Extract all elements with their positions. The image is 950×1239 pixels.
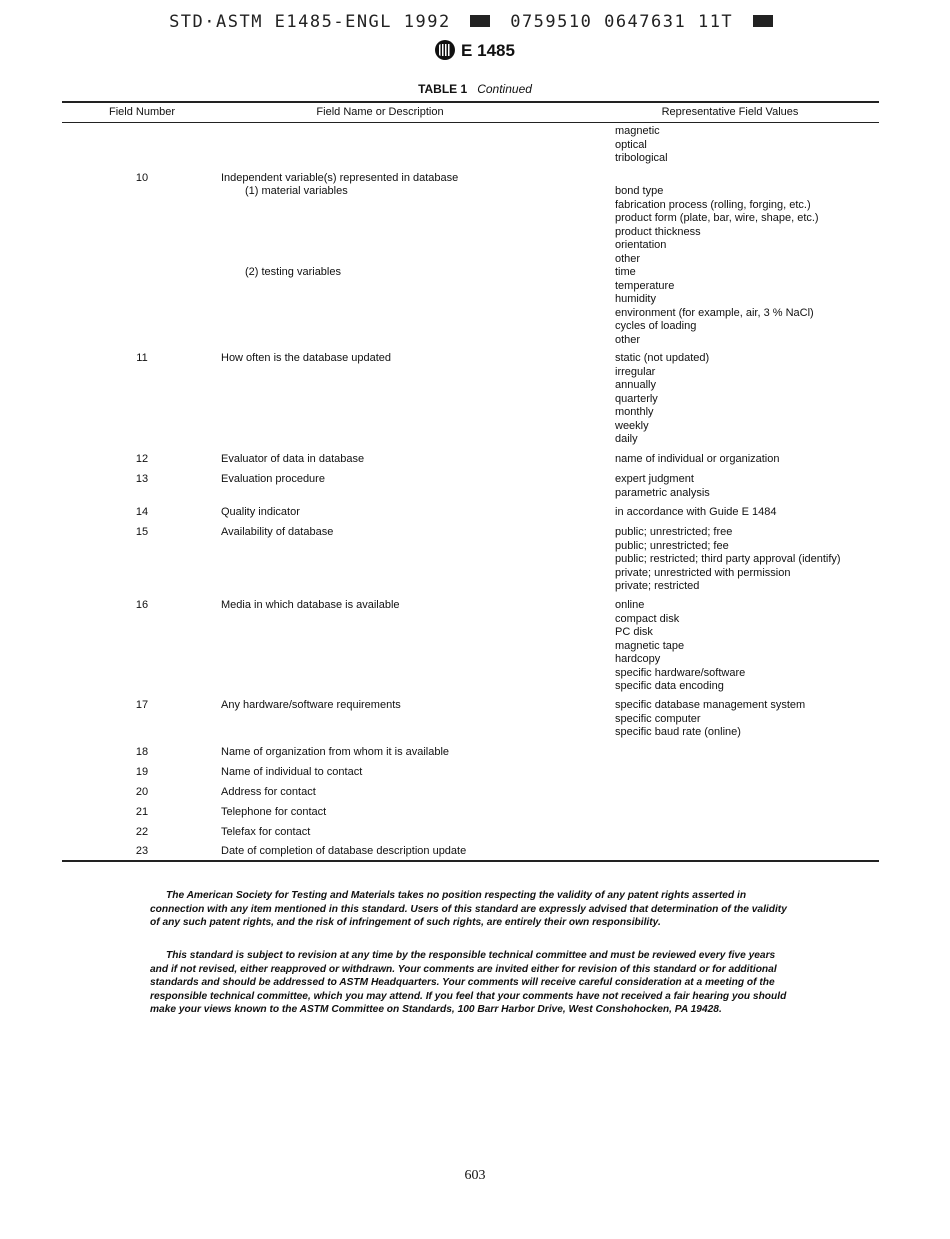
field-name: Address for contact — [221, 786, 316, 798]
field-number: 10 — [135, 172, 149, 184]
field-values: expert judgment parametric analysis — [615, 473, 710, 499]
designation-text: E 1485 — [461, 41, 515, 60]
field-values: name of individual or organization — [615, 453, 780, 465]
field-name: Evaluation procedure — [221, 473, 325, 485]
field-name: Telefax for contact — [221, 826, 311, 838]
std-identifier-line — [0, 12, 950, 32]
field-number: 15 — [135, 526, 149, 538]
std-identifier-left: STD·ASTM E1485-ENGL 1992 — [169, 12, 451, 32]
field-name: Independent variable(s) represented in database — [221, 172, 459, 184]
column-header-field-name: Field Name or Description — [316, 106, 444, 118]
black-bar-mark — [470, 15, 490, 27]
black-bar-mark — [753, 15, 773, 27]
field-number: 11 — [136, 352, 148, 364]
table-title — [0, 82, 950, 96]
field-number: 22 — [135, 826, 149, 838]
field-values: bond type fabrication process (rolling, forging, etc.) product form (plate, bar, wire, shape, etc.) product thickness orientation other — [615, 185, 819, 265]
revision-notice: This standard is subject to revision at any time by the responsible technical committee and must be reviewed every five years and if not revised, either reapproved or withdrawn. Your comments are invited either for revision of this standard or for additional standards and should be addressed to ASTM Headquarters. Your comments will receive careful consideration at a meeting of the responsible technical committee, which you may attend. If you feel that your comments have not received a fair hearing you should make your views known to the ASTM Committee on Standards, 100 Barr Harbor Drive, West Conshohocken, PA 19428. — [150, 950, 787, 1015]
field-values: public; unrestricted; free public; unrestricted; fee public; restricted; third party approval (identify) private; unrestricted with permission private; restricted — [615, 526, 841, 592]
field-number: 13 — [135, 473, 149, 485]
field-name: Telephone for contact — [221, 806, 327, 818]
field-name: Name of organization from whom it is available — [221, 746, 450, 758]
patent-notice: The American Society for Testing and Materials takes no position respecting the validity of any patent rights asserted in connection with any item mentioned in this standard. Users of this standard are expressly advised that determination of the validity of any such patent rights, and the risk of infringement of such rights, are entirely their own responsibility. — [150, 890, 787, 928]
column-header-field-number: Field Number — [108, 106, 176, 118]
field-number: 12 — [135, 453, 149, 465]
field-name: Name of individual to contact — [221, 766, 363, 778]
astm-logo-icon — [435, 40, 455, 60]
field-number: 20 — [135, 786, 149, 798]
field-number: 17 — [135, 699, 149, 711]
field-name: Evaluator of data in database — [221, 453, 365, 465]
field-values: static (not updated) irregular annually quarterly monthly weekly daily — [615, 352, 710, 445]
field-name-sub: (1) material variables — [245, 185, 348, 197]
field-number: 16 — [135, 599, 149, 611]
field-name: Media in which database is available — [221, 599, 400, 611]
field-values: specific database management system specific computer specific baud rate (online) — [615, 699, 806, 738]
table-top-rule — [62, 101, 879, 103]
field-name: Date of completion of database description update — [221, 845, 467, 857]
column-header-field-values: Representative Field Values — [661, 106, 799, 118]
field-number: 14 — [135, 506, 149, 518]
std-identifier-right: 0759510 0647631 11T — [510, 12, 734, 32]
table-number: TABLE 1 — [418, 82, 468, 96]
field-name: How often is the database updated — [221, 352, 392, 364]
field-name: Availability of database — [221, 526, 334, 538]
field-number: 21 — [135, 806, 149, 818]
field-name: Quality indicator — [221, 506, 300, 518]
field-name-sub: (2) testing variables — [245, 266, 341, 278]
table-row: magnetic optical tribological — [615, 125, 668, 164]
standard-designation — [0, 40, 950, 61]
field-values: time temperature humidity environment (for example, air, 3 % NaCl) cycles of loading other — [615, 266, 814, 346]
field-values: in accordance with Guide E 1484 — [615, 506, 777, 518]
field-number: 18 — [135, 746, 149, 758]
page-number: 603 — [464, 1168, 486, 1183]
field-number: 19 — [135, 766, 149, 778]
table-bottom-rule — [62, 860, 879, 862]
table-continued: Continued — [477, 82, 532, 96]
field-name: Any hardware/software requirements — [221, 699, 401, 711]
header-bottom-rule — [62, 122, 879, 123]
field-number: 23 — [135, 845, 149, 857]
field-values: online compact disk PC disk magnetic tape hardcopy specific hardware/software specific data encoding — [615, 599, 746, 692]
